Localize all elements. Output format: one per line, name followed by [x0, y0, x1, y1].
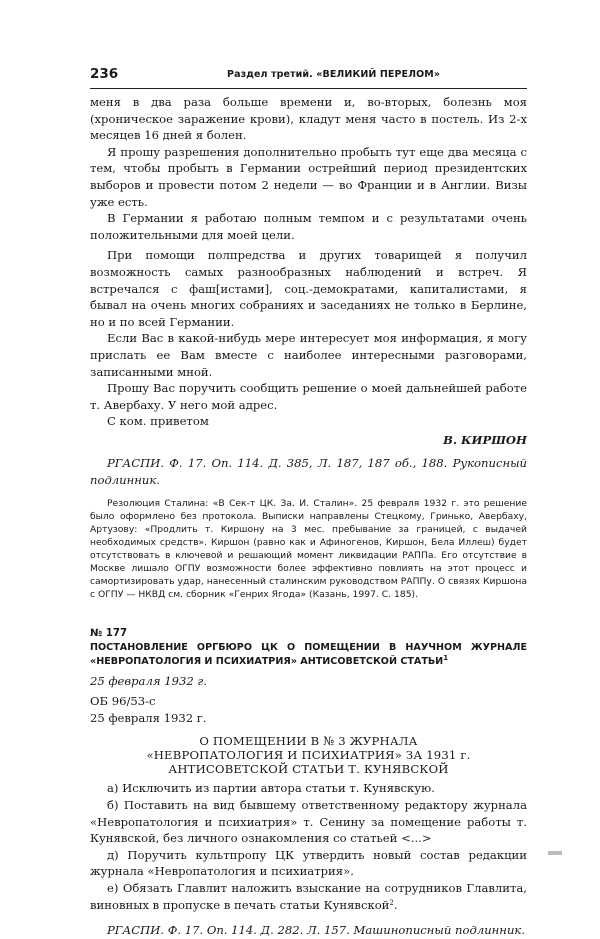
letter-paragraph-3: В Германии я работаю полным темпом и с результатами очень положительными для моей цели.: [90, 211, 527, 242]
scan-mark: [548, 851, 562, 855]
section-title: Раздел третий. «ВЕЛИКИЙ ПЕРЕЛОМ»: [227, 69, 441, 80]
resolution-item-e-text: е) Обязать Главлит наложить взыскание на сотрудников Главлита, виновных в пропуске в печать статьи Кунявской: [90, 880, 527, 912]
document-title: [90, 641, 527, 668]
archive-source-1: РГАСПИ. Ф. 17. Оп. 114. Д. 385, Л. 187, 187 об., 188. Рукописный подлинник.: [90, 456, 527, 488]
document-date-italic: 25 февраля 1932 г.: [90, 673, 207, 688]
resolution-item-e-end: .: [393, 897, 398, 912]
archive-source-2: РГАСПИ. Ф. 17. Оп. 114. Д. 282. Л. 157. Машинописный подлинник.: [107, 923, 526, 938]
editorial-note: Резолюция Сталина: «В Сек-т ЦК. За. И. Сталин». 25 февраля 1932 г. это решение было оформлено без протокола. Выписки направлены Стецкому, Гринько, Авербаху, Артузову: «Продлить т. Киршону на 3 мес. пребывание за границей, с выдачей необходимых средств». Киршон (равно как и Афиногенов, Киршон, Бела Иллеш) будет отсутствовать в ключевой и решающий момент ликвидации РАППа. Его отсутствие в Москве лишало ОГПУ возможности более эффективно повлиять на этот процесс и самортизировать удар, нанесенный сталинским руководством РАППу. О связях Киршона с ОГПУ — НКВД см. сборник «Генрих Ягода» (Казань, 1997. С. 185).: [90, 497, 527, 601]
letter-paragraph-6: Прошу Вас поручить сообщить решение о моей дальнейшей работе т. Авербаху. У него мой адрес.: [90, 381, 527, 412]
letter-closing: С ком. приветом: [107, 414, 209, 429]
resolution-item-e: [90, 880, 527, 913]
protocol-number: ОБ 96/53-с: [90, 694, 156, 709]
page-number: 236: [90, 66, 119, 82]
letter-paragraph-2: Я прошу разрешения дополнительно пробыть тут еще два месяца с тем, чтобы пробыть в Германии острейший период президентских выборов и провести потом 2 недели — во Франции и в Англии. Визы уже есть.: [90, 144, 527, 209]
letter-paragraph-1: меня в два раза больше времени и, во-вторых, болезнь моя (хроническое заражение крови), кладут меня часто в постель. Из 2-х месяцев 16 дней я болен.: [90, 95, 527, 143]
document-title-text: ПОСТАНОВЛЕНИЕ ОРГБЮРО ЦК О ПОМЕЩЕНИИ В НАУЧНОМ ЖУРНАЛЕ «НЕВРОПАТОЛОГИЯ И ПСИХИАТРИЯ» АНТИСОВЕТСКОЙ СТАТЬИ: [90, 642, 527, 667]
resolution-item-b: б) Поставить на вид бывшему ответственному редактору журнала «Невропатология и психиатрия» т. Сенину за помещение работы т. Кунявской, без личного ознакомления со статьей <...>: [90, 797, 527, 846]
resolution-item-d: д) Поручить культпропу ЦК утвердить новый состав редакции журнала «Невропатология и психиатрия».: [90, 847, 527, 879]
page-body: [90, 94, 527, 939]
signature: В. КИРШОН: [443, 432, 527, 447]
item-e-footnote-ref: 2: [389, 898, 394, 907]
running-header: [90, 66, 527, 89]
document-date: 25 февраля 1932 г.: [90, 710, 207, 725]
resolution-item-a: а) Исключить из партии автора статьи т. Кунявскую.: [107, 781, 435, 796]
title-footnote-ref: 1: [443, 654, 449, 662]
resolution-heading-1: О ПОМЕЩЕНИИ В № 3 ЖУРНАЛА: [199, 734, 418, 749]
letter-paragraph-5: Если Вас в какой-нибудь мере интересует моя информация, я могу прислать ее Вам вместе с наиболее интересными разговорами, записанными мной.: [90, 331, 527, 379]
letter-paragraph-4: При помощи полпредства и других товарищей я получил возможность самых разнообразных наблюдений и встреч. Я встречался с фаш[истами], соц.-демократами, капиталистами, я бывал на очень многих собраниях и заседаниях не только в Берлине, но и по всей Германии.: [90, 248, 527, 329]
resolution-heading-3: АНТИСОВЕТСКОЙ СТАТЬИ Т. КУНЯВСКОЙ: [168, 762, 449, 777]
document-number: № 177: [90, 628, 128, 640]
resolution-heading-2: «НЕВРОПАТОЛОГИЯ И ПСИХИАТРИЯ» ЗА 1931 г.: [146, 748, 471, 763]
